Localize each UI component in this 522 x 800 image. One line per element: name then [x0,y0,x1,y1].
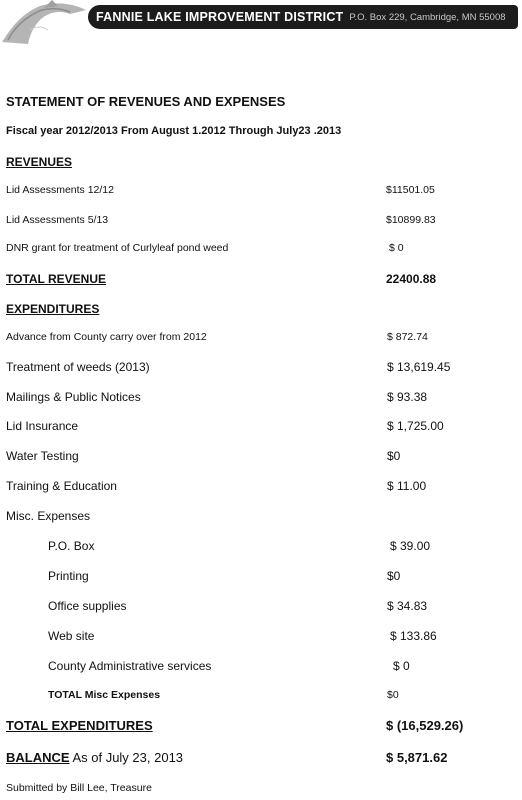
revenues-heading: REVENUES [6,155,73,169]
expenditures-heading: EXPENDITURES [6,302,100,316]
misc-item-amount: $ 0 [393,659,410,673]
letterhead-banner [88,5,518,29]
misc-item-label: Office supplies [48,599,127,613]
line-item-amount: $10899.83 [386,214,436,226]
misc-item-label: Printing [48,569,89,583]
line-item-label: Treatment of weeds (2013) [6,360,150,374]
line-item-amount: $0 [387,449,401,463]
line-item-label: Lid Insurance [6,419,79,433]
misc-item-amount: $ 39.00 [390,539,431,553]
misc-item-label: County Administrative services [48,659,212,673]
line-item-amount: $ 11.00 [387,479,427,493]
misc-item-label: P.O. Box [48,539,95,553]
line-item-label: Lid Assessments 12/12 [6,184,114,196]
org-name: FANNIE LAKE IMPROVEMENT DISTRICT [96,10,344,24]
misc-item-amount: $ 133.86 [390,629,437,643]
line-item-amount: $ 0 [389,242,404,254]
total-expenditures-amount: $ (16,529.26) [386,718,464,733]
total-expenditures-label: TOTAL EXPENDITURES [6,718,153,733]
misc-heading: Misc. Expenses [6,509,91,523]
misc-item-amount: $ 34.83 [387,599,428,613]
line-item-amount: $ 93.38 [387,390,428,404]
line-item-label: Advance from County carry over from 2012 [6,331,207,343]
balance-label: BALANCE [6,750,70,765]
line-item-label: Water Testing [6,449,79,463]
statement-title: STATEMENT OF REVENUES AND EXPENSES [6,94,286,109]
misc-item-amount: $0 [387,569,401,583]
total-revenue-amount: 22400.88 [386,272,437,286]
balance-amount: $ 5,871.62 [386,750,448,765]
letterhead [0,0,522,44]
balance-label-group [6,750,183,765]
total-revenue-label: TOTAL REVENUE [6,272,107,286]
line-item-label: Training & Education [6,479,117,493]
misc-total-amount: $0 [387,689,399,701]
line-item-amount: $ 872.74 [387,331,428,343]
line-item-label: DNR grant for treatment of Curlyleaf pond weed [6,242,229,254]
line-item-label: Lid Assessments 5/13 [6,214,109,226]
misc-total-label: TOTAL Misc Expenses [48,689,161,701]
line-item-label: Mailings & Public Notices [6,390,141,404]
line-item-amount: $ 13,619.45 [387,360,451,374]
fiscal-year: Fiscal year 2012/2013 From August 1.2012 Through July23 .2013 [6,125,342,137]
misc-item-label: Web site [48,629,95,643]
balance-date: As of July 23, 2013 [69,750,184,765]
org-address: P.O. Box 229, Cambridge, MN 55008 [349,11,506,23]
line-item-amount: $11501.05 [386,184,435,196]
submitted-by: Submitted by Bill Lee, Treasure [6,782,152,794]
line-item-amount: $ 1,725.00 [387,419,444,433]
